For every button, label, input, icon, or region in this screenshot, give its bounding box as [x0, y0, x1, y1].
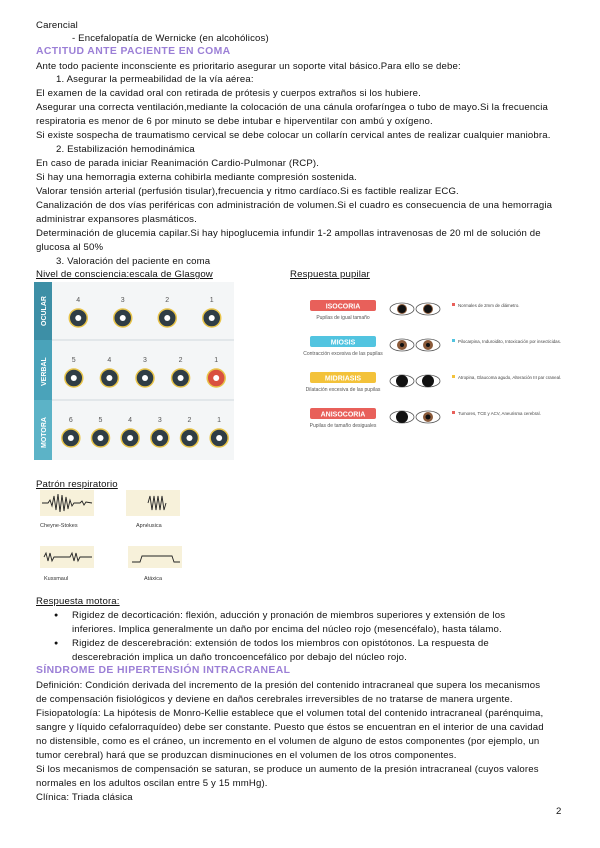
pupil-title: ISOCORIA: [325, 303, 361, 311]
pupil: [426, 343, 430, 347]
glasgow-score-motor: 2: [187, 417, 192, 424]
paragraph: Clínica: Triada clásica: [36, 792, 133, 803]
paragraph: En caso de parada iniciar Reanimación Cardio-Pulmonar (RCP).: [36, 158, 320, 169]
resp-pattern-label: Kussmaul: [44, 576, 69, 582]
pupil: [424, 305, 432, 313]
glasgow-score-verbal: 4: [107, 357, 112, 364]
glasgow-icon-inner: [68, 435, 74, 441]
paragraph: Valorar tensión arterial (perfusión tisular),frecuencia y ritmo cardíaco.Si es factible realizar ECG.: [36, 186, 459, 197]
glasgow-score-ocular: 2: [165, 297, 170, 304]
glasgow-label: Nivel de consciencia:escala de Glasgow: [36, 269, 213, 280]
glasgow-score-ocular: 4: [76, 297, 81, 304]
step-1: 1. Asegurar la permeabilidad de la vía aérea:: [56, 74, 254, 85]
section-title-coma: ACTITUD ANTE PACIENTE EN COMA: [36, 46, 231, 57]
paragraph: Si hay una hemorragia externa cohibirla mediante compresión sostenida.: [36, 172, 357, 183]
note-bullet: [452, 411, 455, 414]
glasgow-icon-inner: [120, 315, 126, 321]
glasgow-icon-inner: [157, 435, 163, 441]
pupil-desc: Contracción excesiva de las pupilas: [303, 351, 383, 357]
motor-bullet: ● Rigidez de descerebración: extensión de todos los miembros con opistótonos. La respuesta de: [72, 638, 489, 650]
glasgow-score-motor: 5: [98, 417, 103, 424]
section-title-hic: SÍNDROME DE HIPERTENSIÓN INTRACRANEAL: [36, 665, 291, 676]
glasgow-icon-inner: [106, 375, 112, 381]
pupil-response-figure: [290, 290, 562, 440]
glasgow-icon-inner: [71, 375, 77, 381]
pupil-title: ANISOCORIA: [320, 411, 366, 419]
paragraph: no distensible, como es el cráneo, un incremento en el volumen de alguno de estos componentes (por ejemplo, un: [36, 736, 540, 747]
paragraph: de compensación fisiológicos y deviene en daños cerebrales irreversibles de no tratarse de manera urgente.: [36, 694, 513, 705]
pupil-note: Atropina, Glaucoma agudo, Alteración III par craneal.: [458, 375, 562, 380]
paragraph: glucosa al 50%: [36, 242, 104, 253]
pupil-note: Pilocarpina, Induroidito, Intoxicación por insecticidas.: [458, 339, 561, 344]
pupil: [400, 343, 404, 347]
glasgow-score-motor: 1: [217, 417, 222, 424]
glasgow-icon-inner: [127, 435, 133, 441]
glasgow-score-verbal: 5: [71, 357, 76, 364]
glasgow-row-verbal: VERBAL: [41, 357, 48, 386]
motor-bullet: ● Rigidez de decorticación: flexión, aducción y pronación de miembros superiores y extensión de los: [72, 610, 505, 622]
top-line: Carencial: [36, 20, 78, 31]
note-bullet: [452, 375, 455, 378]
paragraph: Si existe sospecha de traumatismo cervical se debe colocar un collarín cervical antes de realizar cualquier maniobra.: [36, 130, 551, 141]
glasgow-score-verbal: 2: [178, 357, 183, 364]
glasgow-icon-inner: [209, 315, 215, 321]
glasgow-score-motor: 6: [68, 417, 73, 424]
top-bullet: - Encefalopatía de Wernicke (en alcohólicos): [72, 33, 269, 44]
glasgow-icon-inner: [142, 375, 148, 381]
step-2: 2. Estabilización hemodinámica: [56, 144, 195, 155]
intro-text: Ante todo paciente inconsciente es prioritario asegurar un soporte vital básico.Para ello se debe:: [36, 61, 461, 72]
glasgow-score-ocular: 3: [120, 297, 125, 304]
pupil-title: MIDRIASIS: [324, 375, 362, 383]
paragraph: El examen de la cavidad oral con retirada de prótesis y cuerpos extraños si los hubiere.: [36, 88, 421, 99]
paragraph: administrar expansores plasmáticos.: [36, 214, 197, 225]
motor-label: Respuesta motora:: [36, 596, 120, 607]
note-bullet: [452, 303, 455, 306]
paragraph: respiratoria es menor de 6 por minuto se debe intubar e hiperventilar con ambú y oxígeno.: [36, 116, 433, 127]
resp-label: Patrón respiratorio: [36, 479, 118, 490]
motor-bullet-cont: descerebración implica un daño troncoencefálico por debajo del núcleo rojo.: [72, 652, 407, 663]
pupil-desc: Pupilas de igual tamaño: [316, 315, 370, 321]
glasgow-icon-inner: [164, 315, 170, 321]
glasgow-score-verbal: 1: [214, 357, 219, 364]
pupil-desc: Pupilas de tamaño desiguales: [309, 423, 377, 429]
pupil-note: Tumores, TCE y ACV, Aneurisma cerebral.: [458, 411, 541, 416]
motor-bullet-cont: inferiores. Implica generalmente un daño por encima del núcleo rojo (mesencéfalo), hasta tálamo.: [72, 624, 502, 635]
paragraph: Si los mecanismos de compensación se saturan, se produce un aumento de la presión intracraneal (cuyos valores: [36, 764, 539, 775]
resp-pattern-label: Cheyne-Stokes: [40, 523, 78, 529]
glasgow-scale-figure: [34, 282, 234, 460]
note-bullet: [452, 339, 455, 342]
glasgow-icon-inner: [187, 435, 193, 441]
pupil-note: Normales de 2mm de diámetro.: [458, 303, 520, 308]
glasgow-icon-inner: [178, 375, 184, 381]
pupil-desc: Dilatación excesiva de las pupilas: [305, 387, 381, 393]
glasgow-icon-inner: [75, 315, 81, 321]
glasgow-score-motor: 3: [157, 417, 162, 424]
pupil-label: Respuesta pupilar: [290, 269, 370, 280]
glasgow-icon-inner: [98, 435, 104, 441]
paragraph: Canalización de dos vías periféricas con administración de volumen.Si el cuadro es consecuencia de una hemorragia: [36, 200, 553, 211]
glasgow-row-ocular: OCULAR: [41, 296, 48, 326]
glasgow-row-motora: MOTORA: [41, 417, 48, 448]
paragraph: Definición: Condición derivada del incremento de la presión del contenido intracraneal que supera los mecanismos: [36, 680, 541, 691]
resp-pattern-label: Apnéusica: [136, 523, 162, 529]
step-3: 3. Valoración del paciente en coma: [56, 256, 211, 267]
pupil: [426, 415, 431, 420]
paragraph: Fisiopatología: La hipótesis de Monro-Kellie establece que el volumen total del contenido intracraneal (parénquima,: [36, 708, 544, 719]
glasgow-icon-inner: [213, 375, 219, 381]
paragraph: normales en los adultos oscilan entre 5 y 15 mmHg).: [36, 778, 268, 789]
glasgow-icon-inner: [216, 435, 222, 441]
resp-pattern-label: Atáxica: [144, 576, 163, 582]
paragraph: Determinación de glucemia capilar.Si hay hipoglucemia infundir 1-2 ampollas intravenosas de 20 ml de solución de: [36, 228, 541, 239]
pupil-title: MIOSIS: [330, 339, 356, 347]
glasgow-score-motor: 4: [128, 417, 133, 424]
page-number: 2: [556, 806, 562, 817]
pupil: [396, 375, 408, 387]
paragraph: tumor cerebral) hará que se produzcan disminuciones en el volumen de los otros componentes.: [36, 750, 457, 761]
paragraph: Asegurar una correcta ventilación,mediante la colocación de una cánula orofaríngea o tubo de mayo.Si la frecuencia: [36, 102, 549, 113]
glasgow-score-ocular: 1: [209, 297, 214, 304]
pupil: [398, 305, 406, 313]
respiratory-patterns-figure: [36, 490, 196, 590]
pupil: [396, 411, 408, 423]
glasgow-score-verbal: 3: [143, 357, 147, 364]
pupil: [422, 375, 434, 387]
paragraph: sangre y líquido cefalorraquídeo) debe ser constante. Puesto que éstos se encuentran en el interior de una cavidad: [36, 722, 544, 733]
